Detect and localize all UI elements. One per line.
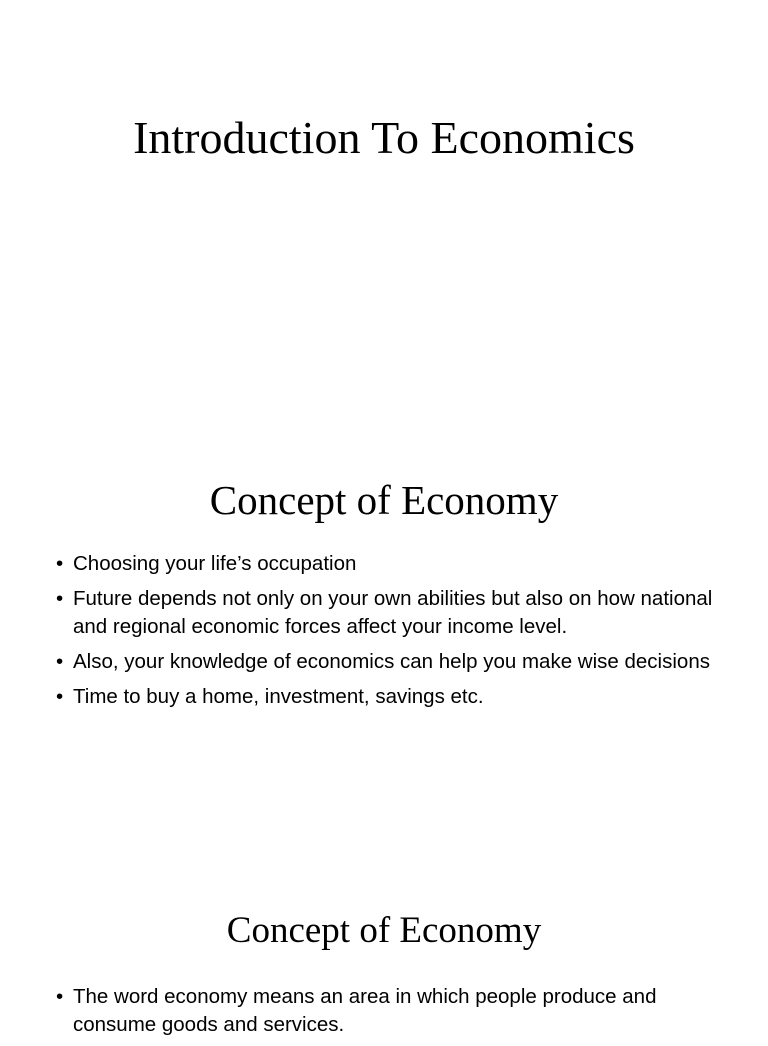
- bullet-item: • Future depends not only on your own abilities but also on how national and regional economic forces affect your income level.: [56, 585, 716, 641]
- slide-concept-of-economy-2: [0, 850, 768, 1036]
- slide-title: Introduction To Economics: [133, 112, 635, 163]
- slide-concept-of-economy: [0, 420, 768, 850]
- slide-title: Concept of Economy: [226, 910, 542, 951]
- slide-title-page: [0, 0, 768, 420]
- bullet-item: • The word economy means an area in which people produce and consume goods and services.: [56, 983, 716, 1039]
- bullet-list: [56, 983, 716, 1046]
- bullet-list: [56, 550, 716, 718]
- bullet-item: • Time to buy a home, investment, savings etc.: [56, 683, 716, 711]
- bullet-item: • Also, your knowledge of economics can help you make wise decisions: [56, 648, 716, 676]
- slide-title: Concept of Economy: [209, 477, 559, 523]
- bullet-item: • Choosing your life’s occupation: [56, 550, 716, 578]
